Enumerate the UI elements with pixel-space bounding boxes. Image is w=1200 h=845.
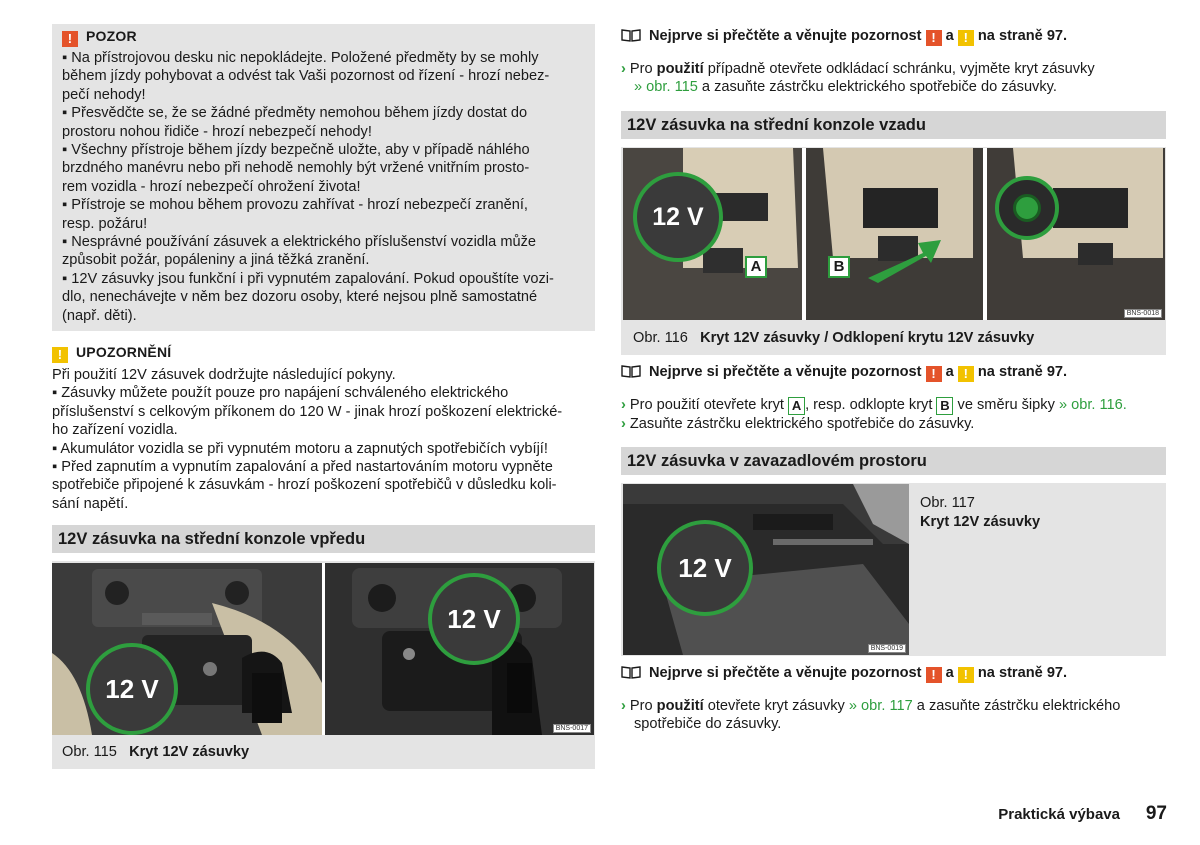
caption-title: Kryt 12V zásuvky: [920, 514, 1041, 530]
danger-line: způsobit požár, popáleniny a jiná těžká zranění.: [62, 252, 370, 269]
step-arrow-icon: ›: [621, 61, 626, 77]
danger-line: prostoru nohou řidiče - hrozí nebezpečí nehody!: [62, 123, 372, 140]
step-text: Zasuňte zástrčku elektrického spotřebiče do zásuvky.: [629, 416, 975, 432]
danger-line: resp. požáru!: [62, 215, 148, 232]
bubble-12v-left: 12 V: [86, 643, 178, 735]
danger-line: ▪ Přesvědčte se, že se žádné předměty nemohou během jízdy dostat do: [62, 105, 528, 122]
danger-line: ▪ Nesprávné používání zásuvek a elektrického příslušenství vozidla může: [62, 234, 537, 251]
figure-116-photo: [623, 148, 1165, 320]
notice-title: [52, 344, 595, 363]
step-text: a zasuňte zástrčku elektrického spotřebiče do zásuvky.: [701, 79, 1057, 96]
figure-117-photo: [623, 484, 909, 655]
step-text: otevřete kryt zásuvky: [707, 698, 845, 714]
figure-link[interactable]: » obr. 116.: [1058, 397, 1127, 413]
caption-number: Obr. 117: [920, 495, 975, 511]
book-icon: [621, 28, 641, 42]
danger-text: [62, 49, 585, 325]
warning-exclamation-icon: !: [926, 30, 942, 46]
caption-number: Obr. 116: [633, 330, 688, 346]
figure-115: [52, 561, 595, 769]
ref-text: Nejprve si přečtěte a věnujte pozornost: [649, 28, 922, 44]
ref-text: na straně 97.: [977, 665, 1068, 681]
step-text-bold: použití: [656, 61, 704, 77]
warning-exclamation-icon: !: [926, 667, 942, 683]
notice-line: ▪ Zásuvky můžete použít pouze pro napájení schváleného elektrického: [52, 385, 509, 402]
label-a: A: [745, 256, 767, 278]
ref-text: Nejprve si přečtěte a věnujte pozornost: [649, 364, 922, 380]
danger-title-text: POZOR: [86, 28, 137, 44]
trunk-step-line2: spotřebiče do zásuvky.: [634, 716, 782, 733]
figure-link[interactable]: » obr. 117: [848, 698, 913, 714]
ref-text: na straně 97.: [977, 364, 1068, 380]
figure-117-caption: [920, 494, 1040, 532]
danger-warning-box: [52, 24, 595, 331]
rear-step-2: [621, 415, 1127, 433]
section-heading-rear: 12V zásuvka na střední konzole vzadu: [621, 111, 1166, 139]
trunk-steps: [621, 697, 1120, 734]
notice-line: sání napětí.: [52, 495, 129, 512]
step-arrow-icon: ›: [621, 416, 626, 432]
rear-step-1: [621, 396, 1127, 415]
ref-text: a: [945, 28, 954, 44]
notice-exclamation-icon: !: [52, 347, 68, 363]
figure-116-caption: [633, 330, 1034, 346]
step-text: ve směru šipky: [957, 397, 1055, 413]
key-a: A: [788, 397, 805, 415]
notice-title-text: UPOZORNĚNÍ: [76, 344, 172, 360]
bubble-12v: 12 V: [633, 172, 723, 262]
step-text-bold: použití: [656, 698, 704, 714]
reference-line-rear: [621, 364, 1067, 382]
figure-115-photo: [52, 563, 594, 735]
figure-116: [621, 147, 1166, 355]
warning-exclamation-icon: !: [926, 366, 942, 382]
ref-text: na straně 97.: [977, 28, 1068, 44]
danger-line: ▪ Všechny přístroje během jízdy bezpečně uložte, aby v případě náhlého: [62, 142, 530, 159]
danger-line: ▪ Přístroje se mohou během provozu zahřívat - hrozí nebezpečí zranění,: [62, 197, 528, 214]
page-number: 97: [1145, 803, 1167, 824]
ref-text: a: [945, 364, 954, 380]
reference-line-top: [621, 28, 1067, 46]
footer-chapter: Praktická výbava: [998, 806, 1120, 823]
caption-number: Obr. 115: [62, 744, 117, 760]
figure-link[interactable]: » obr. 115: [634, 79, 698, 96]
notice-line: ▪ Před zapnutím a vypnutím zapalování a před nastartováním motoru vypněte: [52, 459, 553, 476]
danger-line: ▪ 12V zásuvky jsou funkční i při vypnutém zapalování. Pokud opouštíte vozi-: [62, 270, 554, 287]
step-arrow-icon: ›: [621, 698, 626, 714]
bubble-12v: 12 V: [657, 520, 753, 616]
danger-line: brzdného manévru nebo při nehodě nemohly být vržené vnitřním prosto-: [62, 160, 530, 177]
book-icon: [621, 364, 641, 378]
socket-icon: [1013, 194, 1041, 222]
danger-title: [62, 28, 585, 47]
notice-line: spotřebiče připojené k zásuvkám - hrozí poškození spotřebičů v důsledku koli-: [52, 477, 557, 494]
ref-text: a: [945, 665, 954, 681]
figure-code: BNS-0019: [868, 644, 906, 653]
book-icon: [621, 665, 641, 679]
figure-115-caption: [62, 744, 249, 760]
step-text: případně otevřete odkládací schránku, vyjměte kryt zásuvky: [707, 61, 1095, 77]
warning-exclamation-icon: !: [62, 31, 78, 47]
rear-steps: [621, 396, 1127, 433]
step-top-line1: [621, 60, 1095, 78]
danger-line: rem vozidla - hrozí nebezpečí ohrožení života!: [62, 178, 361, 195]
step-text: Pro použití otevřete kryt: [629, 397, 784, 413]
danger-line: pečí nehody!: [62, 86, 146, 103]
ref-text: Nejprve si přečtěte a věnujte pozornost: [649, 665, 922, 681]
notice-exclamation-icon: !: [958, 667, 974, 683]
step-text: a zasuňte zástrčku elektrického: [916, 698, 1121, 714]
notice-line: Při použití 12V zásuvek dodržujte následující pokyny.: [52, 367, 396, 383]
step-text: , resp. odklopte kryt: [805, 397, 933, 413]
key-b: B: [936, 397, 953, 415]
notice-exclamation-icon: !: [958, 366, 974, 382]
step-text: Pro: [629, 61, 653, 77]
figure-code: BNS-0018: [1124, 309, 1162, 318]
trunk-step-line1: [621, 697, 1120, 715]
figure-code: BNS-0017: [553, 724, 591, 733]
danger-line: dlo, nenechávejte v něm bez dozoru osoby, které nejsou plně samostatné: [62, 289, 538, 306]
danger-line: (např. děti).: [62, 307, 137, 324]
section-heading-front: 12V zásuvka na střední konzole vpředu: [52, 525, 595, 553]
notice-line: ▪ Akumulátor vozidla se při vypnutém motoru a zapnutých spotřebičích vybíjí!: [52, 440, 548, 457]
notice-box: [52, 344, 595, 513]
reference-line-trunk: [621, 665, 1067, 683]
danger-line: ▪ Na přístrojovou desku nic nepokládejte. Položené předměty by se mohly: [62, 50, 539, 66]
notice-exclamation-icon: !: [958, 30, 974, 46]
figure-117: [621, 483, 1166, 656]
step-arrow-icon: ›: [621, 397, 626, 413]
step-top-line2: [621, 78, 1095, 96]
socket-zoom-bubble: [995, 176, 1059, 240]
notice-line: ho zařízení vozidla.: [52, 422, 178, 439]
step-text: Pro: [629, 698, 653, 714]
section-heading-trunk: 12V zásuvka v zavazadlovém prostoru: [621, 447, 1166, 475]
notice-line: příslušenství s celkovým příkonem do 120 W - jinak hrozí poškození elektrické-: [52, 403, 563, 420]
danger-line: během jízdy pohybovat a odvést tak Vaši pozornost od řízení - hrozí nebez-: [62, 68, 550, 85]
caption-title: Kryt 12V zásuvky: [129, 744, 250, 760]
caption-title: Kryt 12V zásuvky / Odklopení krytu 12V zásuvky: [700, 330, 1035, 346]
step-top: [621, 60, 1095, 97]
bubble-12v-right: 12 V: [428, 573, 520, 665]
label-b: B: [828, 256, 850, 278]
notice-text: [52, 366, 595, 513]
